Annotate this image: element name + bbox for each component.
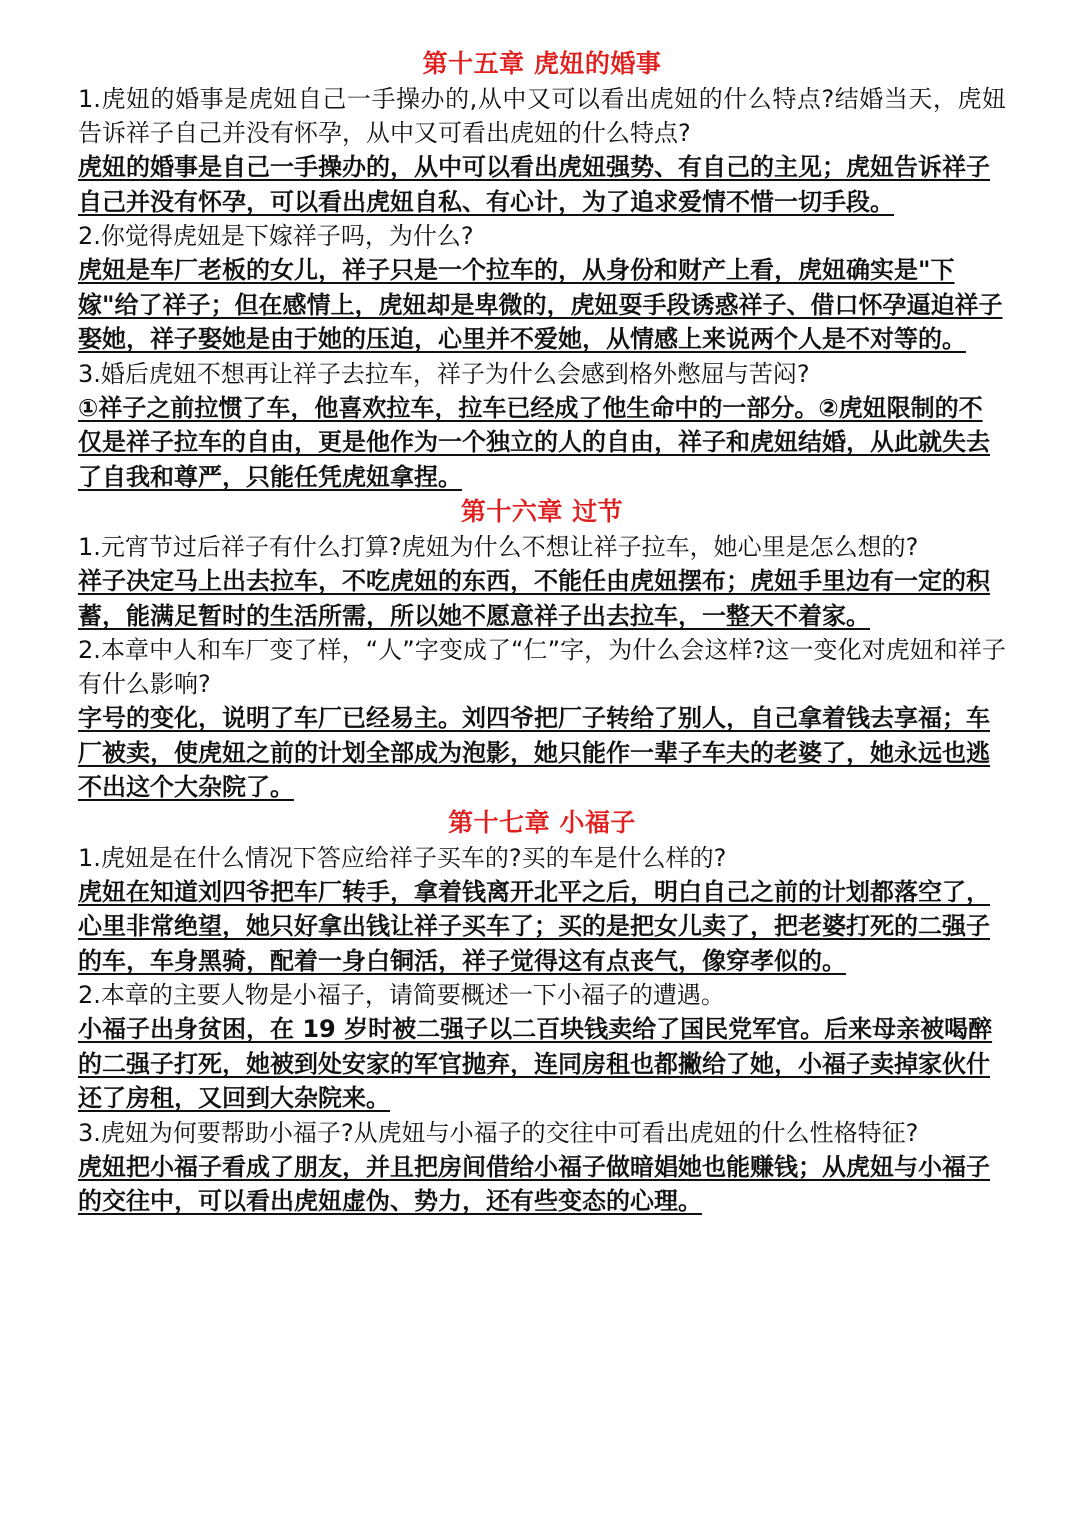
question: 1.元宵节过后祥子有什么打算?虎妞为什么不想让祥子拉车，她心里是怎么想的?: [78, 533, 919, 561]
answer: [78, 1150, 1006, 1219]
answer: [78, 1012, 1006, 1116]
answer-text: 虎妞在知道刘四爷把车厂转手，拿着钱离开北平之后，明白自己之前的计划都落空了，心里非常绝望，她只好拿出钱让祥子买车了；买的是把女儿卖了，把老婆打死的二强子的车，车身黑骑，配着一身白铜活，祥子觉得这有点丧气，像穿孝似的。: [78, 877, 990, 975]
answer: [78, 391, 1006, 495]
chapter-title: 第十五章 虎妞的婚事: [422, 49, 662, 78]
question: 3.虎妞为何要帮助小福子?从虎妞与小福子的交往中可看出虎妞的什么性格特征?: [78, 1118, 919, 1147]
answer: [78, 150, 1006, 219]
question: 2.你觉得虎妞是下嫁祥子吗，为什么?: [78, 222, 474, 250]
section-chapter-15: [78, 46, 1006, 494]
section-chapter-16: [78, 494, 1006, 805]
question: 2.本章的主要人物是小福子，请简要概述一下小福子的遭遇。: [78, 981, 725, 1009]
answer-text: 小福子出身贫困，在 19 岁时被二强子以二百块钱卖给了国民党军官。后来母亲被喝醉的二强子打死，她被到处安家的军官抛弃，连同房租也都撇给了她，小福子卖掉家伙什还了房租，又回到大杂院来。: [78, 1015, 993, 1112]
question: 3.婚后虎妞不想再让祥子去拉车，祥子为什么会感到格外憋屈与苦闷?: [78, 359, 810, 388]
question: 2.本章中人和车厂变了样，“人”字变成了“仁”字，为什么会这样?这一变化对虎妞和祥子有什么影响?: [78, 636, 1006, 698]
answer: [78, 875, 1006, 979]
answer-text: 虎妞把小福子看成了朋友，并且把房间借给小福子做暗娼她也能赚钱；从虎妞与小福子的交往中，可以看出虎妞虚伪、势力，还有些变态的心理。: [78, 1152, 990, 1215]
section-chapter-17: [78, 805, 1006, 1219]
answer: [78, 701, 1006, 805]
answer: [78, 564, 1006, 633]
chapter-title: 第十六章 过节: [460, 497, 624, 526]
question: 1.虎妞的婚事是虎妞自己一手操办的,从中又可以看出虎妞的什么特点?结婚当天，虎妞告诉祥子自己并没有怀孕，从中又可看出虎妞的什么特点?: [78, 85, 1006, 147]
answer-text: 祥子决定马上出去拉车，不吃虎妞的东西，不能任由虎妞摆布；虎妞手里边有一定的积蓄，能满足暂时的生活所需，所以她不愿意祥子出去拉车，一整天不着家。: [78, 567, 990, 630]
question: 1.虎妞是在什么情况下答应给祥子买车的?买的车是什么样的?: [78, 843, 727, 872]
answer-text: 虎妞的婚事是自己一手操办的，从中可以看出虎妞强势、有自己的主见；虎妞告诉祥子自己并没有怀孕，可以看出虎妞自私、有心计，为了追求爱情不惜一切手段。: [78, 153, 990, 216]
document-page: [78, 46, 1006, 1219]
answer: [78, 253, 1006, 357]
answer-text: ①祥子之前拉惯了车，他喜欢拉车，拉车已经成了他生命中的一部分。②虎妞限制的不仅是祥子拉车的自由，更是他作为一个独立的人的自由，祥子和虎妞结婚，从此就失去了自我和尊严，只能任凭虎妞拿捏。: [78, 393, 990, 491]
answer-text: 字号的变化，说明了车厂已经易主。刘四爷把厂子转给了别人，自己拿着钱去享福；车厂被卖，使虎妞之前的计划全部成为泡影，她只能作一辈子车夫的老婆了，她永远也逃不出这个大杂院了。: [78, 704, 990, 801]
answer-text: 虎妞是车厂老板的女儿，祥子只是一个拉车的，从身份和财产上看，虎妞确实是"下嫁"给了祥子；但在感情上，虎妞却是卑微的，虎妞耍手段诱惑祥子、借口怀孕逼迫祥子娶她，祥子娶她是由于她的压迫，心里并不爱她，从情感上来说两个人是不对等的。: [78, 256, 1003, 353]
chapter-title: 第十七章 小福子: [448, 807, 636, 837]
